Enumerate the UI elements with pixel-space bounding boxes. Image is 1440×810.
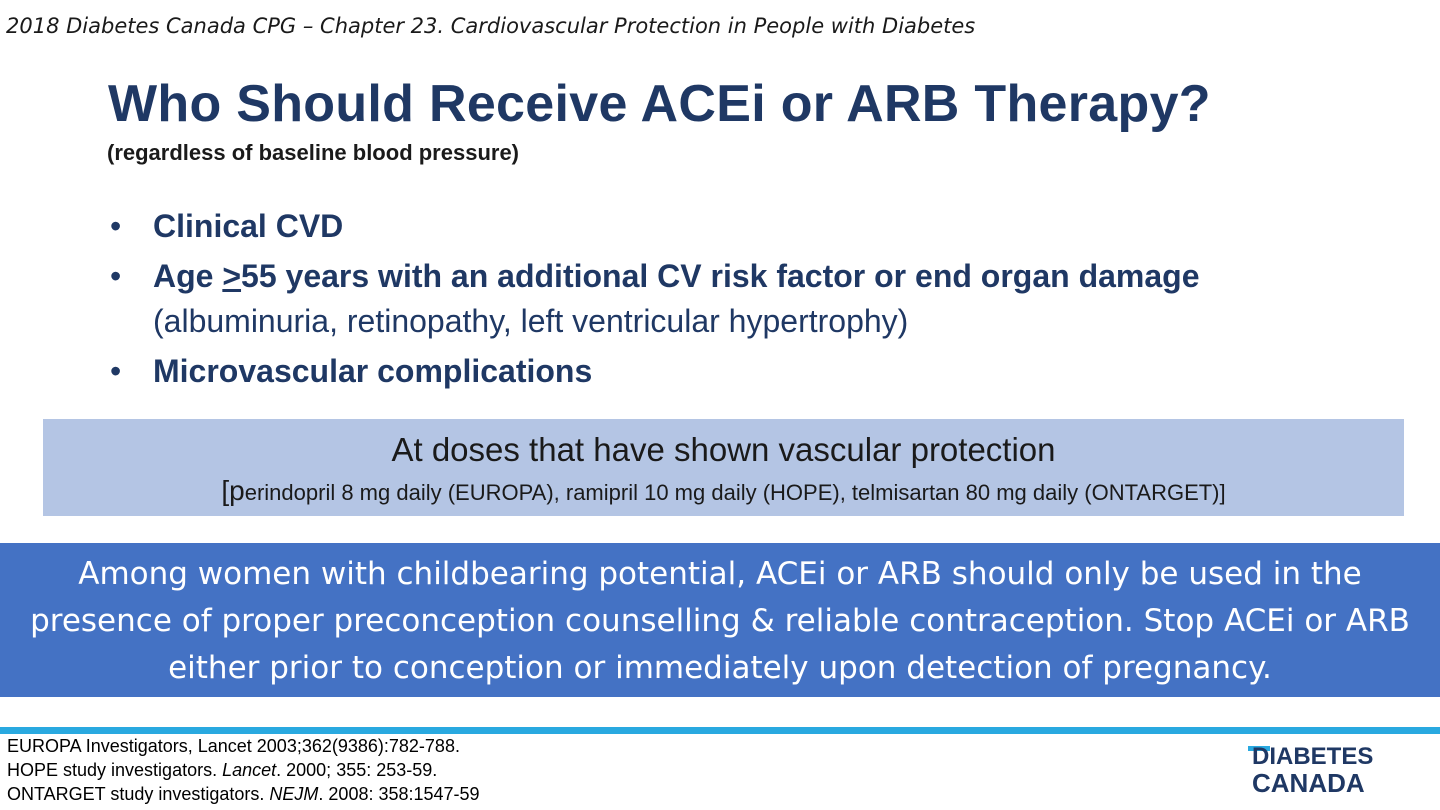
dose-info-box <box>43 419 1404 516</box>
reference-item: EUROPA Investigators, Lancet 2003;362(9386):782-788. <box>7 736 460 756</box>
bullet-text-examples: (albuminuria, retinopathy, left ventricular hypertrophy) <box>153 303 909 339</box>
dose-details <box>43 474 1404 510</box>
logo-line2: CANADA <box>1252 768 1365 796</box>
reference-item: HOPE study investigators. Lancet. 2000; 355: 253-59. <box>7 760 438 780</box>
bullet-dot: • <box>110 353 122 389</box>
dose-heading: At doses that have shown vascular protection <box>391 431 1056 468</box>
list-item <box>110 204 1290 249</box>
bullet-text-ge-symbol: > <box>222 258 242 294</box>
references <box>7 734 480 806</box>
bullet-text: Microvascular complications <box>153 353 593 389</box>
pregnancy-warning-box <box>0 543 1440 697</box>
footer-divider <box>0 727 1440 734</box>
logo-line1: DIABETES <box>1252 743 1374 770</box>
list-item <box>110 349 1290 394</box>
bullet-text-age-pre: Age <box>153 258 223 294</box>
list-item <box>110 254 1290 344</box>
dose-text: erindopril 8 mg daily (EUROPA), ramipril 10 mg daily (HOPE), telmisartan 80 mg daily (ONTARGET)] <box>244 480 1226 505</box>
diabetes-canada-logo <box>1248 740 1398 796</box>
bullet-dot: • <box>110 208 122 244</box>
reference-item: ONTARGET study investigators. NEJM. 2008: 358:1547-59 <box>7 784 480 804</box>
slide-subtitle: (regardless of baseline blood pressure) <box>107 140 520 165</box>
criteria-list <box>110 204 1290 399</box>
slide-title: Who Should Receive ACEi or ARB Therapy? <box>108 75 1211 133</box>
dose-bracket-open: [p <box>221 475 245 506</box>
warning-text: Among women with childbearing potential, ACEi or ARB should only be used in the presence of proper preconception counselling & reliable contraception. Stop ACEi or ARB either prior to conception or immediately upon detection of pregnancy. <box>30 556 1410 686</box>
bullet-dot: • <box>110 258 122 294</box>
bullet-text: Clinical CVD <box>153 208 344 244</box>
chapter-header: 2018 Diabetes Canada CPG – Chapter 23. Cardiovascular Protection in People with Diabetes <box>6 14 976 38</box>
bullet-text-age-post: 55 years with an additional CV risk factor or end organ damage <box>241 258 1200 294</box>
